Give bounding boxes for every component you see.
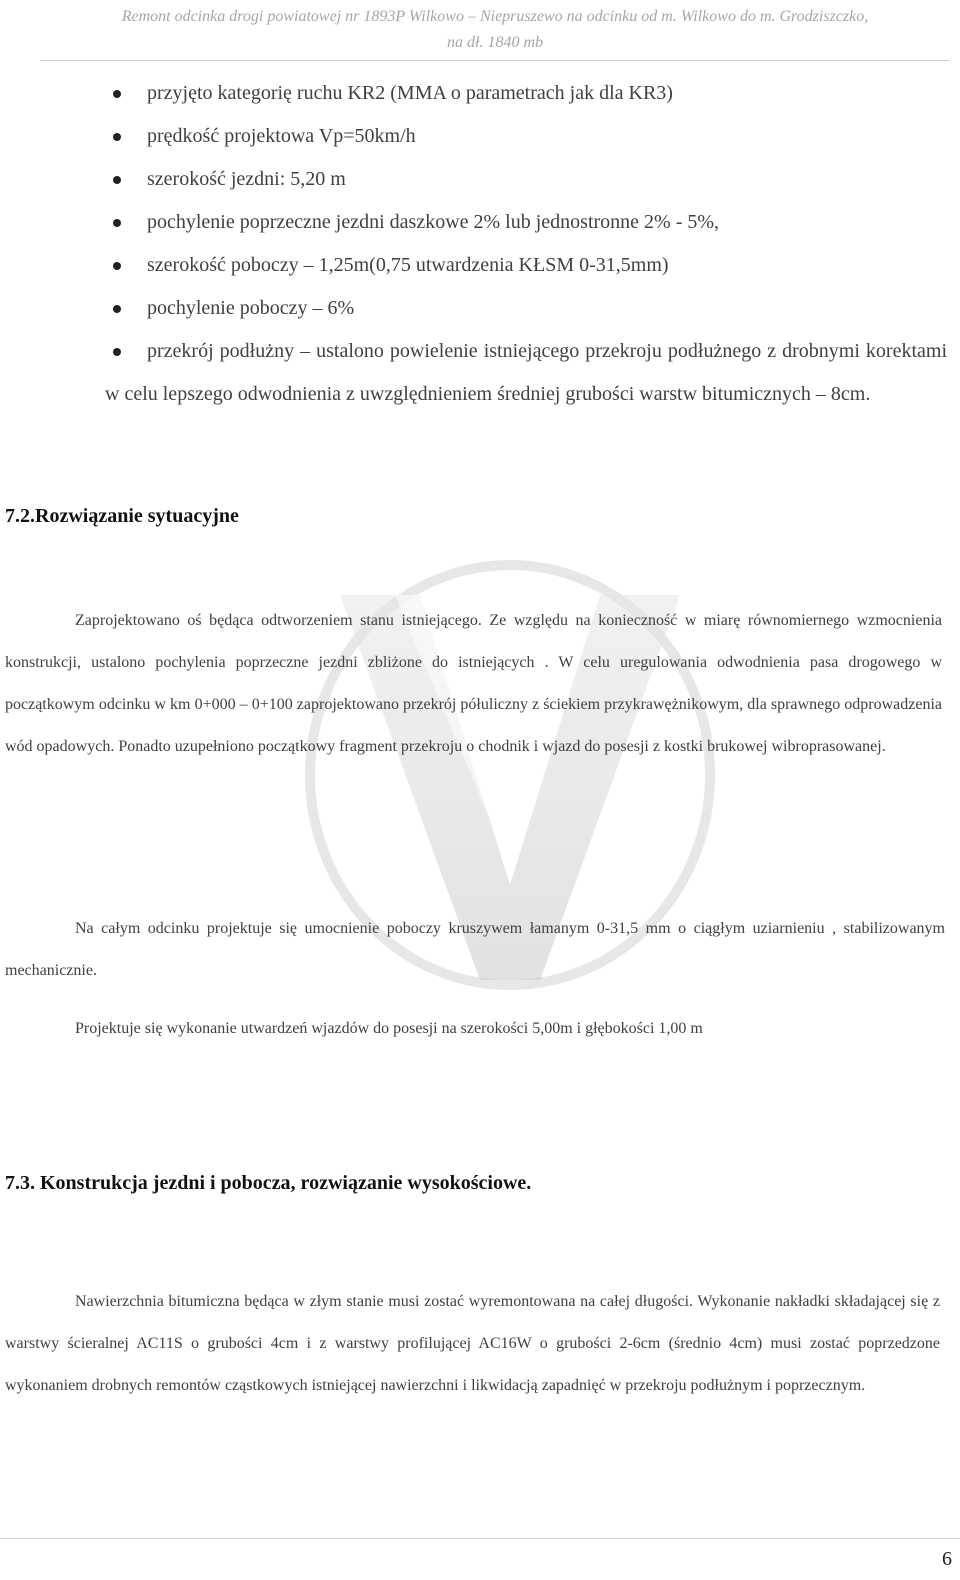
page-header xyxy=(40,2,950,61)
bullet-icon xyxy=(113,90,121,98)
bullet-icon xyxy=(113,133,121,141)
paragraph: Nawierzchnia bitumiczna będąca w złym stanie musi zostać wyremontowana na całej długości. Wykonanie nakładki składającej się z warstwy ścieralnej AC11S o grubości 4cm i z warstwy profilującej AC16W o grubości 2-6cm (średnio 4cm) musi zostać poprzedzone wykonaniem drobnych remontów cząstkowych istniejącej nawierzchni i likwidacją zapadnięć w przekroju podłużnym i poprzecznym. xyxy=(5,1293,940,1394)
list-item: pochylenie poprzeczne jezdni daszkowe 2% lub jednostronne 2% - 5%, xyxy=(5,201,947,244)
paragraph: Zaprojektowano oś będąca odtworzeniem stanu istniejącego. Ze względu na konieczność w miarę równomiernego wzmocnienia konstrukcji, ustalono pochylenia poprzeczne jezdni zbliżone do istniejących . W celu uregulowania odwodnienia pasa drogowego w początkowym odcinku w km 0+000 – 0+100 zaprojektowano przekrój półuliczny z ściekiem przykrawężnikowym, dla sprawnego odprowadzenia wód opadowych. Ponadto uzupełniono początkowy fragment przekroju o chodnik i wjazd do posesji z kostki brukowej wibroprasowanej. xyxy=(5,612,942,755)
paragraph: Projektuje się wykonanie utwardzeń wjazdów do posesji na szerokości 5,00m i głębokości 1,00 m xyxy=(75,1020,703,1037)
bullet-icon xyxy=(113,305,121,313)
header-line-2: na dł. 1840 mb xyxy=(447,34,543,51)
bullet-icon xyxy=(113,348,121,356)
content-body xyxy=(5,72,947,416)
header-line-1: Remont odcinka drogi powiatowej nr 1893P Wilkowo – Niepruszewo na odcinku od m. Wilkowo do m. Grodziszczko, xyxy=(121,8,869,25)
parameters-list xyxy=(5,72,947,416)
list-item: przyjęto kategorię ruchu KR2 (MMA o parametrach jak dla KR3) xyxy=(5,72,947,115)
page-number: 6 xyxy=(942,1548,952,1570)
list-item: szerokość jezdni: 5,20 m xyxy=(5,158,947,201)
bullet-icon xyxy=(113,262,121,270)
section-heading-7-2: 7.2.Rozwiązanie sytuacyjne xyxy=(5,505,239,527)
list-item: prędkość projektowa Vp=50km/h xyxy=(5,115,947,158)
list-item: pochylenie poboczy – 6% xyxy=(5,287,947,330)
bullet-icon xyxy=(113,176,121,184)
section-heading-7-3: 7.3. Konstrukcja jezdni i pobocza, rozwiązanie wysokościowe. xyxy=(5,1172,532,1194)
list-item: przekrój podłużny – ustalono powielenie istniejącego przekroju podłużnego z drobnymi korektami w celu lepszego odwodnienia z uwzględnieniem średniej grubości warstw bitumicznych – 8cm. xyxy=(105,340,947,405)
bullet-icon xyxy=(113,219,121,227)
footer-divider xyxy=(0,1538,960,1539)
paragraph: Na całym odcinku projektuje się umocnienie poboczy kruszywem łamanym 0-31,5 mm o ciągłym uziarnieniu , stabilizowanym mechanicznie. xyxy=(5,920,945,979)
list-item: szerokość poboczy – 1,25m(0,75 utwardzenia KŁSM 0-31,5mm) xyxy=(5,244,947,287)
